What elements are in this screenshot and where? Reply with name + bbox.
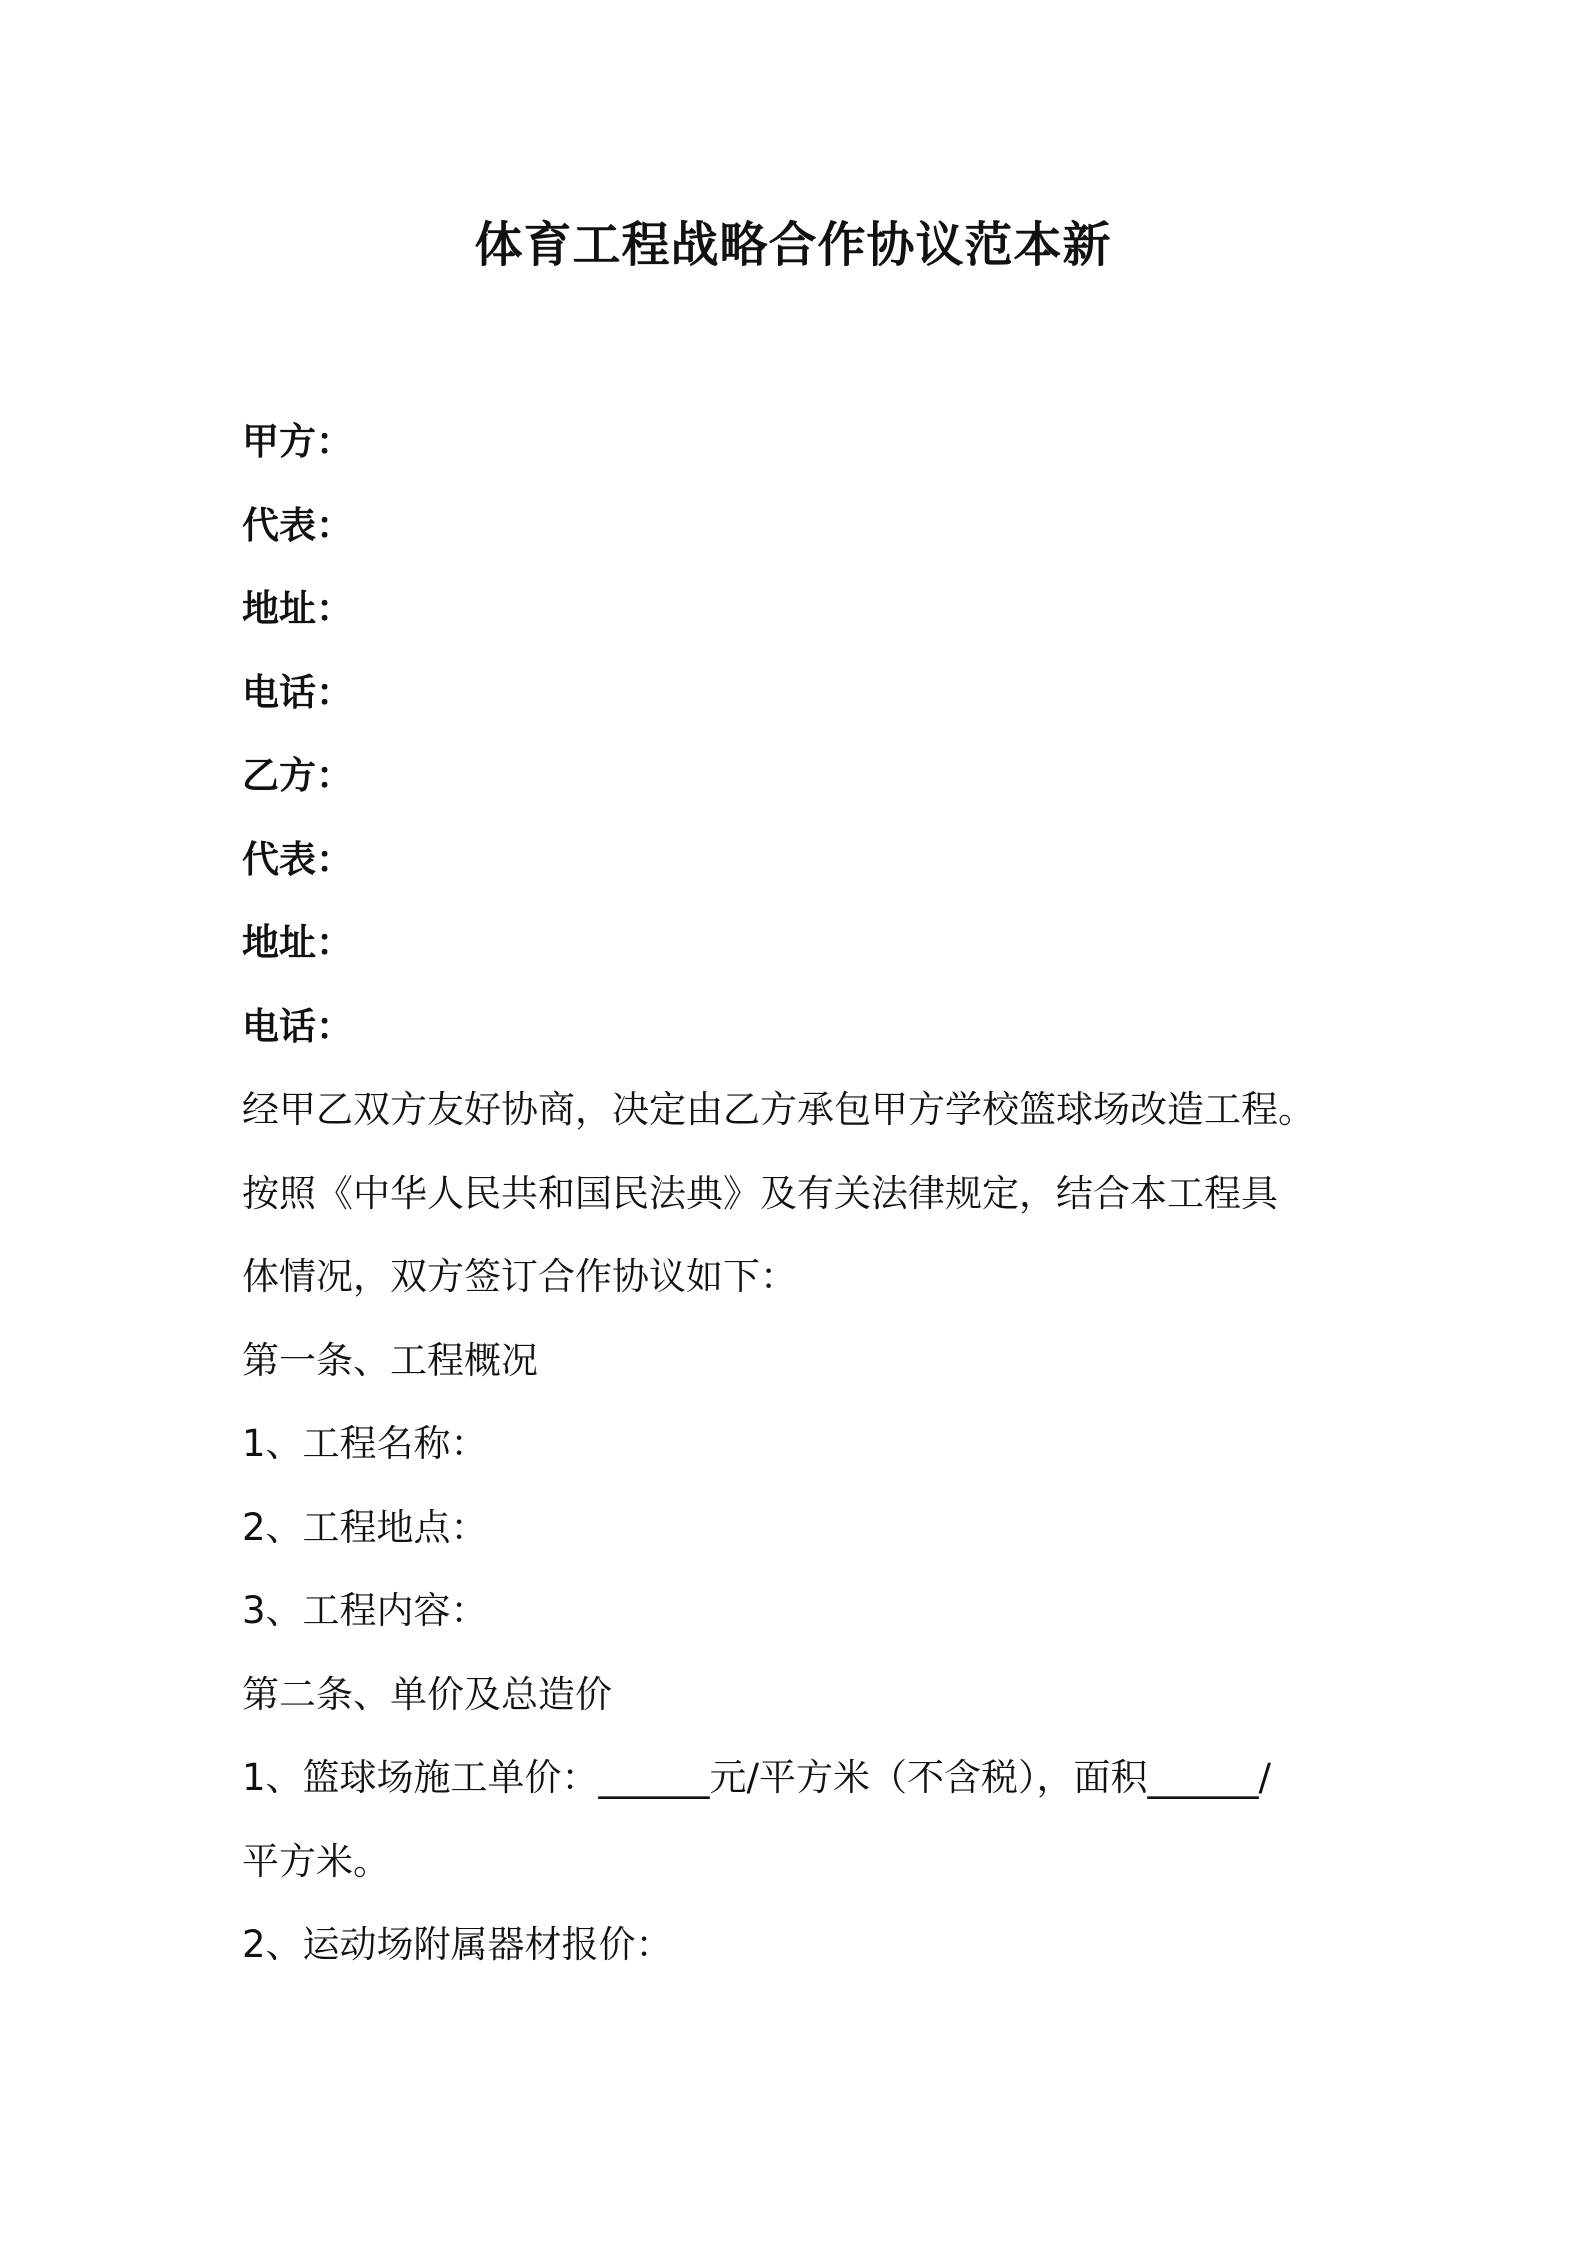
document-body xyxy=(242,400,1372,1987)
party-b-representative-label: 代表： xyxy=(242,837,353,881)
article-1-item: 1、工程名称： xyxy=(242,1422,488,1465)
article-2-heading: 第二条、单价及总造价 xyxy=(242,1672,612,1716)
article-2-item-1-line: 1、篮球场施工单价：______元/平方米（不含税），面积______/ xyxy=(242,1756,1271,1799)
article-1-item: 3、工程内容： xyxy=(242,1589,488,1632)
article-2-item-2: 2、运动场附属器材报价： xyxy=(242,1923,673,1966)
document-title: 体育工程战略合作协议范本新 xyxy=(474,217,1112,273)
article-1-heading: 第一条、工程概况 xyxy=(242,1338,538,1382)
party-b-name-label: 乙方： xyxy=(242,754,353,797)
preamble-line: 经甲乙双方友好协商，决定由乙方承包甲方学校篮球场改造工程。 xyxy=(242,1088,1315,1131)
party-a-phone-label: 电话： xyxy=(242,670,353,714)
preamble-line: 按照《中华人民共和国民法典》及有关法律规定，结合本工程具 xyxy=(242,1171,1278,1215)
preamble-line: 体情况，双方签订合作协议如下： xyxy=(242,1255,797,1298)
party-b-phone-label: 电话： xyxy=(242,1004,353,1048)
party-a-address-label: 地址： xyxy=(242,587,353,630)
article-2-item-1-line: 平方米。 xyxy=(242,1839,390,1883)
party-b-address-label: 地址： xyxy=(242,921,353,964)
party-a-name-label: 甲方： xyxy=(242,420,353,463)
party-a-representative-label: 代表： xyxy=(242,503,353,547)
article-1-item: 2、工程地点： xyxy=(242,1505,488,1549)
